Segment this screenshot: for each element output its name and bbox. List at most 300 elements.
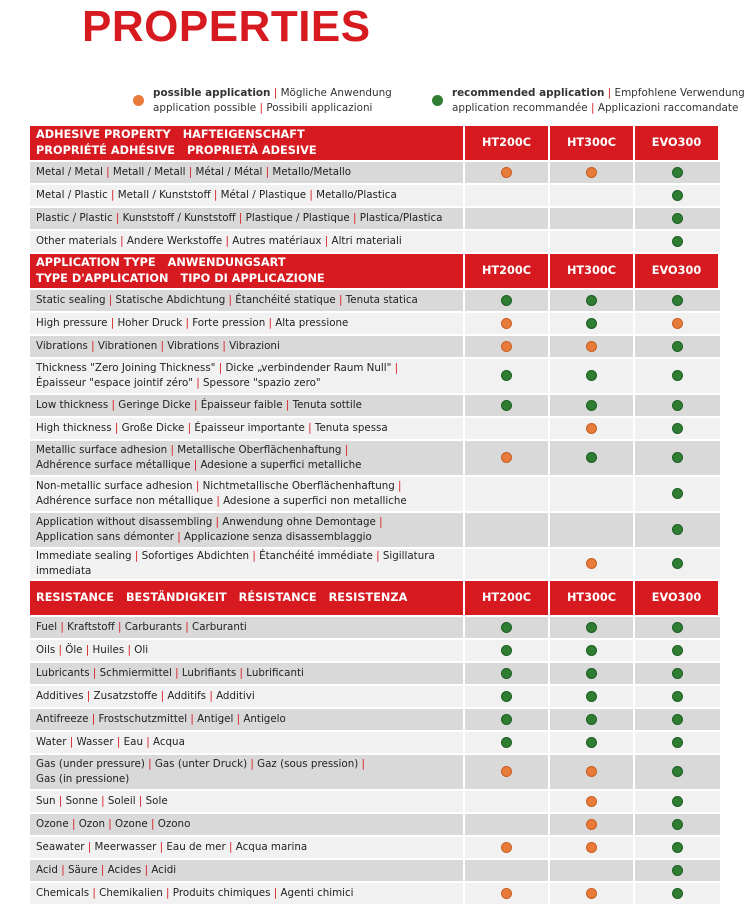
row-label: Acid | Säure | Acides | Acidi [30, 860, 465, 883]
text-segment: Gaz (sous pression) [257, 758, 359, 770]
text-segment: Adesione a superfici non metalliche [223, 495, 407, 507]
rating-cell [550, 686, 635, 709]
row-label: Metal / Plastic | Metall / Kunststoff | Métal / Plastique | Metallo/Plastica [30, 185, 465, 208]
rating-cell [635, 814, 720, 837]
green-dot-icon [672, 888, 683, 899]
green-dot-icon [672, 622, 683, 633]
properties-table [30, 126, 720, 906]
rating-cell [550, 791, 635, 814]
text-segment: Étanchéité statique [235, 294, 336, 306]
orange-dot-icon [586, 819, 597, 830]
row-label: Static sealing | Statische Abdichtung | Étanchéité statique | Tenuta statica [30, 290, 465, 313]
text-segment: Forte pression [192, 317, 266, 329]
text-segment: BESTÄNDIGKEIT [125, 591, 227, 604]
text-segment: TIPO DI APPLICAZIONE [180, 272, 325, 285]
green-dot-icon [501, 668, 512, 679]
orange-dot-icon [586, 423, 597, 434]
green-dot-icon [672, 842, 683, 853]
green-dot-icon [586, 622, 597, 633]
row-label: Gas (under pressure) | Gas (unter Druck) | Gaz (sous pression) | Gas (in pressione) [30, 755, 465, 791]
text-segment: Applicazione senza disassemblaggio [184, 531, 372, 543]
row-label: Ozone | Ozon | Ozone | Ozono [30, 814, 465, 837]
text-segment: Épaisseur "espace jointif zéro" [36, 377, 193, 389]
text-segment: Antigel [197, 713, 234, 725]
green-dot-icon [586, 318, 597, 329]
green-dot-icon [501, 737, 512, 748]
text-segment: Chemicals [36, 887, 90, 899]
table-row [30, 709, 720, 732]
text-segment: ANWENDUNGSART [167, 256, 286, 269]
rating-cell [550, 837, 635, 860]
row-label: Low thickness | Geringe Dicke | Épaisseur faible | Tenuta sottile [30, 395, 465, 418]
text-segment: High thickness [36, 422, 112, 434]
green-dot-icon [672, 737, 683, 748]
table-row [30, 290, 720, 313]
text-segment: Geringe Dicke [118, 399, 191, 411]
green-dot-icon [672, 796, 683, 807]
text-segment: Antigelo [243, 713, 286, 725]
text-segment: Métal / Métal [195, 166, 263, 178]
text-segment: Altri materiali [331, 235, 402, 247]
text-segment: Métal / Plastique [220, 189, 307, 201]
text-segment: Adesione a superfici metalliche [200, 459, 362, 471]
green-dot-icon [672, 819, 683, 830]
rating-cell [550, 549, 635, 581]
text-segment: Épaisseur faible [200, 399, 283, 411]
table-row [30, 732, 720, 755]
text-segment: Sigillatura immediata [36, 550, 435, 577]
table-row [30, 640, 720, 663]
text-segment: Schmiermittel [99, 667, 172, 679]
text-segment: Gas (under pressure) [36, 758, 145, 770]
green-dot-icon [672, 714, 683, 725]
legend-recommended-label: recommended application [452, 87, 605, 99]
table-row [30, 860, 720, 883]
text-segment: APPLICATION TYPE [36, 256, 156, 269]
orange-dot-icon [586, 796, 597, 807]
green-dot-icon [432, 95, 443, 106]
rating-cell [465, 837, 550, 860]
green-dot-icon [672, 558, 683, 569]
text-segment: Eau de mer [166, 841, 226, 853]
table-row [30, 513, 720, 549]
text-segment: Application sans démonter [36, 531, 174, 543]
row-label: Lubricants | Schmiermittel | Lubrifiants | Lubrificanti [30, 663, 465, 686]
text-segment: Épaisseur importante [194, 422, 305, 434]
text-segment: Vibrationen [97, 340, 158, 352]
row-label: High thickness | Große Dicke | Épaisseur importante | Tenuta spessa [30, 418, 465, 441]
text-segment: Autres matériaux [232, 235, 322, 247]
text-segment: Immediate sealing [36, 550, 132, 562]
row-label: Plastic / Plastic | Kunststoff / Kunststoff | Plastique / Plastique | Plastica/Plastica [30, 208, 465, 231]
section-title: RESISTANCE | BESTÄNDIGKEIT | RÉSISTANCE | RESISTENZA [30, 581, 465, 617]
text-segment: Agenti chimici [280, 887, 354, 899]
row-label: Chemicals | Chemikalien | Produits chimiques | Agenti chimici [30, 883, 465, 906]
orange-dot-icon [586, 842, 597, 853]
green-dot-icon [586, 400, 597, 411]
text-segment: Metallo/Metallo [272, 166, 352, 178]
rating-cell [635, 663, 720, 686]
product-header-ht300c: HT300C [550, 126, 635, 162]
text-segment: Ozone [115, 818, 148, 830]
text-segment: Acqua [152, 736, 185, 748]
orange-dot-icon [501, 167, 512, 178]
orange-dot-icon [133, 95, 144, 106]
text-segment: Zusatzstoffe [93, 690, 158, 702]
rating-cell [635, 755, 720, 791]
text-segment: Große Dicke [121, 422, 185, 434]
rating-cell [635, 883, 720, 906]
product-header-evo300: EVO300 [635, 126, 720, 162]
text-segment: Wasser [76, 736, 114, 748]
text-segment: RESISTANCE [36, 591, 114, 604]
text-segment: Vibrations [36, 340, 88, 352]
green-dot-icon [672, 213, 683, 224]
rating-cell [465, 860, 550, 883]
section-header [30, 581, 720, 617]
rating-cell [550, 418, 635, 441]
table-row [30, 313, 720, 336]
orange-dot-icon [501, 318, 512, 329]
green-dot-icon [672, 865, 683, 876]
rating-cell [465, 686, 550, 709]
rating-cell [465, 441, 550, 477]
text-segment: Anwendung ohne Demontage [222, 516, 376, 528]
rating-cell [465, 208, 550, 231]
row-label: Metallic surface adhesion | Metallische Oberflächenhaftung | Adhérence surface métallique | Adesione a superfici metalliche [30, 441, 465, 477]
rating-cell [635, 513, 720, 549]
green-dot-icon [672, 370, 683, 381]
rating-cell [635, 640, 720, 663]
row-label: High pressure | Hoher Druck | Forte pression | Alta pressione [30, 313, 465, 336]
text-segment: Gas (in pressione) [36, 773, 130, 785]
rating-cell [550, 640, 635, 663]
text-segment: Produits chimiques [172, 887, 271, 899]
rating-cell [465, 418, 550, 441]
text-segment: Säure [67, 864, 98, 876]
section-header [30, 254, 720, 290]
green-dot-icon [501, 370, 512, 381]
legend-possible-label: possible application [153, 87, 271, 99]
rating-cell [635, 162, 720, 185]
green-dot-icon [501, 400, 512, 411]
orange-dot-icon [501, 888, 512, 899]
text-segment: Other materials [36, 235, 117, 247]
row-label: Metal / Metal | Metall / Metall | Métal / Métal | Metallo/Metallo [30, 162, 465, 185]
text-segment: Oli [134, 644, 149, 656]
green-dot-icon [672, 766, 683, 777]
text-segment: Andere Werkstoffe [126, 235, 223, 247]
rating-cell [465, 732, 550, 755]
rating-cell [465, 513, 550, 549]
text-segment: Thickness "Zero Joining Thickness" [36, 362, 216, 374]
rating-cell [550, 513, 635, 549]
section-header [30, 126, 720, 162]
rating-cell [635, 359, 720, 395]
text-segment: Fuel [36, 621, 58, 633]
text-segment: Metal / Plastic [36, 189, 108, 201]
green-dot-icon [501, 295, 512, 306]
green-dot-icon [501, 645, 512, 656]
text-segment: RÉSISTANCE [238, 591, 317, 604]
table-row [30, 663, 720, 686]
product-header-ht200c: HT200C [465, 581, 550, 617]
text-segment: Ozon [78, 818, 106, 830]
rating-cell [465, 549, 550, 581]
text-segment: Gas (unter Druck) [154, 758, 248, 770]
text-segment: Alta pressione [275, 317, 349, 329]
row-label: Immediate sealing | Sofortiges Abdichten | Étanchéité immédiate | Sigillatura immediata [30, 549, 465, 581]
rating-cell [465, 617, 550, 640]
text-segment: Lubricants [36, 667, 90, 679]
text-segment: Metallo/Plastica [316, 189, 397, 201]
green-dot-icon [672, 295, 683, 306]
rating-cell [550, 162, 635, 185]
text-segment: Tenuta spessa [314, 422, 388, 434]
text-segment: Acqua marina [235, 841, 308, 853]
orange-dot-icon [586, 558, 597, 569]
text-segment: PROPRIETÀ ADESIVE [186, 144, 317, 157]
green-dot-icon [501, 691, 512, 702]
text-segment: Sonne [65, 795, 98, 807]
table-row [30, 336, 720, 359]
rating-cell [550, 208, 635, 231]
text-segment: Sofortiges Abdichten [141, 550, 250, 562]
rating-cell [635, 418, 720, 441]
text-segment: Metall / Kunststoff [117, 189, 211, 201]
table-row [30, 755, 720, 791]
rating-cell [465, 791, 550, 814]
orange-dot-icon [586, 766, 597, 777]
text-segment: Oils [36, 644, 56, 656]
text-segment: Soleil [107, 795, 136, 807]
rating-cell [635, 441, 720, 477]
text-segment: HAFTEIGENSCHAFT [182, 128, 305, 141]
text-segment: Sole [145, 795, 168, 807]
rating-cell [635, 791, 720, 814]
green-dot-icon [586, 295, 597, 306]
text-segment: Sun [36, 795, 56, 807]
green-dot-icon [672, 452, 683, 463]
rating-cell [635, 709, 720, 732]
text-segment: RESISTENZA [328, 591, 408, 604]
green-dot-icon [586, 714, 597, 725]
section-title: APPLICATION TYPE | ANWENDUNGSART | TYPE D'APPLICATION | TIPO DI APPLICAZIONE [30, 254, 465, 290]
table-row [30, 883, 720, 906]
text-segment: Ozone [36, 818, 69, 830]
rating-cell [550, 883, 635, 906]
green-dot-icon [672, 423, 683, 434]
text-segment: Plastic / Plastic [36, 212, 113, 224]
rating-cell [465, 395, 550, 418]
rating-cell [465, 640, 550, 663]
orange-dot-icon [586, 888, 597, 899]
rating-cell [550, 313, 635, 336]
text-segment: Water [36, 736, 67, 748]
rating-cell [550, 441, 635, 477]
green-dot-icon [586, 668, 597, 679]
rating-cell [635, 837, 720, 860]
text-segment: Lubrificanti [246, 667, 304, 679]
table-row [30, 162, 720, 185]
text-segment: PROPRIÉTÉ ADHÉSIVE [36, 144, 175, 157]
green-dot-icon [672, 341, 683, 352]
row-label: Thickness "Zero Joining Thickness" | Dicke „verbindender Raum Null" | Épaisseur "espace jointif zéro" | Spessore "spazio zero" [30, 359, 465, 395]
rating-cell [465, 336, 550, 359]
rating-cell [550, 755, 635, 791]
text-segment: Vibrations [167, 340, 220, 352]
rating-cell [635, 231, 720, 254]
row-label: Oils | Öle | Huiles | Oli [30, 640, 465, 663]
page-title: PROPERTIES [82, 2, 371, 51]
text-segment: Additifs [167, 690, 207, 702]
green-dot-icon [586, 452, 597, 463]
green-dot-icon [586, 691, 597, 702]
rating-cell [635, 290, 720, 313]
legend-recommended-de: Empfohlene Verwendung [614, 87, 745, 99]
text-segment: Metal / Metal [36, 166, 103, 178]
green-dot-icon [672, 190, 683, 201]
rating-cell [550, 185, 635, 208]
text-segment: Metallic surface adhesion [36, 444, 168, 456]
rating-cell [465, 755, 550, 791]
row-label: Vibrations | Vibrationen | Vibrations | Vibrazioni [30, 336, 465, 359]
green-dot-icon [501, 622, 512, 633]
text-segment: Static sealing [36, 294, 106, 306]
row-label: Other materials | Andere Werkstoffe | Autres matériaux | Altri materiali [30, 231, 465, 254]
table-row [30, 441, 720, 477]
row-label: Non-metallic surface adhesion | Nichtmetallische Oberflächenhaftung | Adhérence surface non métallique | Adesione a superfici non metalliche [30, 477, 465, 513]
rating-cell [635, 185, 720, 208]
table-row [30, 837, 720, 860]
green-dot-icon [672, 167, 683, 178]
text-segment: Spessore "spazio zero" [203, 377, 321, 389]
rating-cell [550, 663, 635, 686]
green-dot-icon [672, 668, 683, 679]
text-segment: Nichtmetallische Oberflächenhaftung [202, 480, 395, 492]
text-segment: Plastica/Plastica [359, 212, 443, 224]
rating-cell [635, 313, 720, 336]
text-segment: Étanchéité immédiate [259, 550, 373, 562]
rating-cell [550, 732, 635, 755]
text-segment: Eau [123, 736, 143, 748]
row-label: Sun | Sonne | Soleil | Sole [30, 791, 465, 814]
rating-cell [465, 477, 550, 513]
text-segment: Acides [107, 864, 142, 876]
text-segment: Acid [36, 864, 58, 876]
table-row [30, 359, 720, 395]
rating-cell [635, 336, 720, 359]
text-segment: Plastique / Plastique [245, 212, 350, 224]
text-segment: Adhérence surface non métallique [36, 495, 214, 507]
table-row [30, 418, 720, 441]
row-label: Water | Wasser | Eau | Acqua [30, 732, 465, 755]
rating-cell [635, 549, 720, 581]
text-segment: Huiles [92, 644, 125, 656]
rating-cell [635, 860, 720, 883]
text-segment: Chemikalien [99, 887, 163, 899]
rating-cell [635, 732, 720, 755]
text-segment: Antifreeze [36, 713, 89, 725]
rating-cell [635, 686, 720, 709]
rating-cell [550, 395, 635, 418]
orange-dot-icon [501, 452, 512, 463]
legend-possible-fr: application possible [153, 102, 257, 114]
green-dot-icon [586, 645, 597, 656]
text-segment: Statische Abdichtung [115, 294, 226, 306]
table-row [30, 477, 720, 513]
orange-dot-icon [501, 842, 512, 853]
green-dot-icon [586, 370, 597, 381]
rating-cell [465, 162, 550, 185]
table-row [30, 617, 720, 640]
text-segment: Kunststoff / Kunststoff [122, 212, 236, 224]
text-segment: High pressure [36, 317, 108, 329]
orange-dot-icon [672, 318, 683, 329]
product-header-evo300: EVO300 [635, 581, 720, 617]
rating-cell [635, 395, 720, 418]
orange-dot-icon [586, 341, 597, 352]
green-dot-icon [672, 645, 683, 656]
rating-cell [465, 359, 550, 395]
green-dot-icon [672, 236, 683, 247]
rating-cell [465, 313, 550, 336]
legend-possible-it: Possibili applicazioni [266, 102, 373, 114]
text-segment: Frostschutzmittel [98, 713, 188, 725]
rating-cell [635, 617, 720, 640]
row-label: Antifreeze | Frostschutzmittel | Antigel | Antigelo [30, 709, 465, 732]
text-segment: ADHESIVE PROPERTY [36, 128, 171, 141]
text-segment: Lubrifiants [181, 667, 237, 679]
rating-cell [550, 359, 635, 395]
row-label: Additives | Zusatzstoffe | Additifs | Additivi [30, 686, 465, 709]
green-dot-icon [586, 737, 597, 748]
legend-recommended-fr: application recommandée [452, 102, 588, 114]
rating-cell [465, 663, 550, 686]
text-segment: Seawater [36, 841, 85, 853]
rating-cell [550, 617, 635, 640]
orange-dot-icon [501, 341, 512, 352]
rating-cell [465, 231, 550, 254]
text-segment: Tenuta sottile [292, 399, 362, 411]
text-segment: Low thickness [36, 399, 109, 411]
rating-cell [550, 709, 635, 732]
green-dot-icon [672, 691, 683, 702]
rating-cell [465, 290, 550, 313]
row-label: Application without disassembling | Anwendung ohne Demontage | Application sans démonter | Applicazione senza disassemblaggio [30, 513, 465, 549]
table-row [30, 231, 720, 254]
text-segment: Metallische Oberflächenhaftung [177, 444, 342, 456]
product-header-ht300c: HT300C [550, 254, 635, 290]
rating-cell [550, 231, 635, 254]
rating-cell [550, 336, 635, 359]
table-row [30, 791, 720, 814]
green-dot-icon [672, 400, 683, 411]
product-header-ht300c: HT300C [550, 581, 635, 617]
table-row [30, 395, 720, 418]
green-dot-icon [672, 524, 683, 535]
text-segment: Non-metallic surface adhesion [36, 480, 193, 492]
rating-cell [550, 814, 635, 837]
rating-cell [465, 709, 550, 732]
text-segment: Öle [65, 644, 83, 656]
product-header-ht200c: HT200C [465, 126, 550, 162]
rating-cell [550, 860, 635, 883]
table-row [30, 549, 720, 581]
green-dot-icon [501, 714, 512, 725]
text-segment: Kraftstoff [67, 621, 115, 633]
text-segment: Hoher Druck [117, 317, 183, 329]
